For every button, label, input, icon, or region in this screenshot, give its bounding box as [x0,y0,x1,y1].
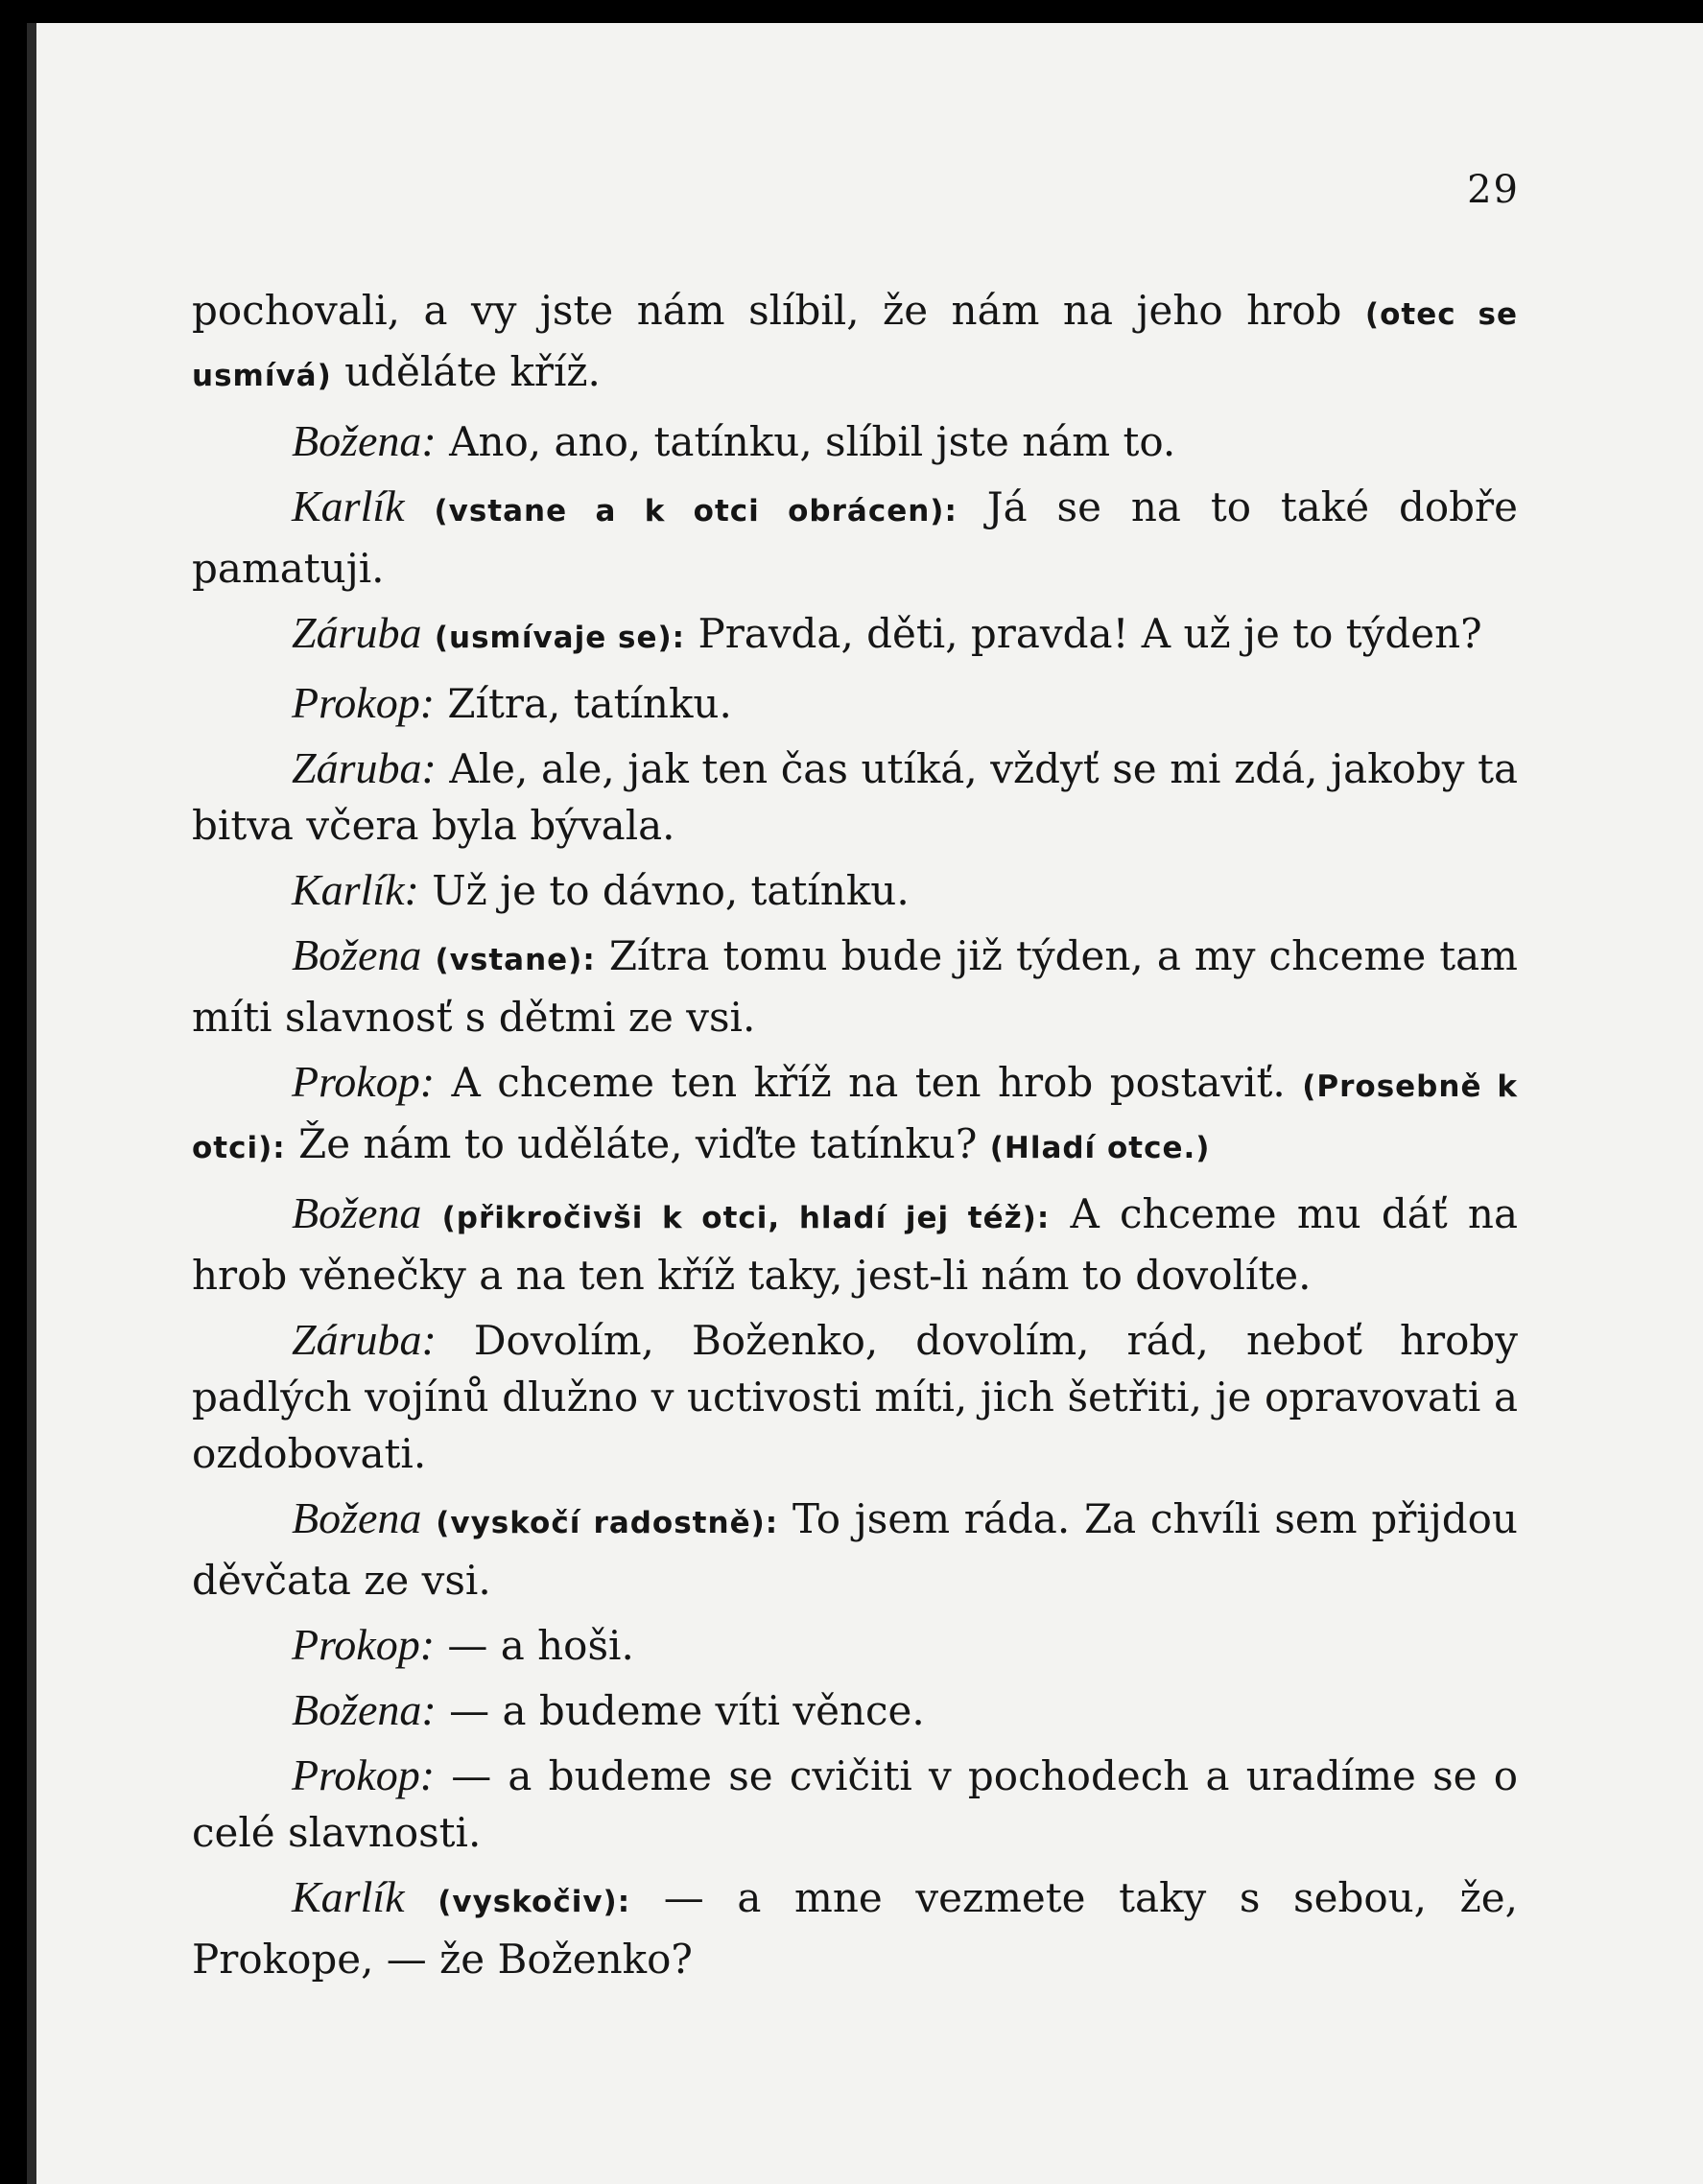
stage-direction: (vstane a k otci obrácen): [434,494,958,528]
stage-direction: (usmívaje se): [434,621,686,655]
dialogue-text: Pravda, děti, pravda! A už je to týden? [698,610,1482,657]
stage-direction: (Prosebně k otci): [192,1069,1518,1165]
dialogue-text: uděláte kříž. [344,348,601,395]
dialogue-text: Já se na to také dobře pamatuji. [192,483,1518,592]
speaker-name: Prokop: [292,1057,436,1106]
dialogue-text: pochovali, a vy jste nám slíbil, že nám na jeho hrob [192,287,1342,334]
dialogue-line [192,1681,1518,1739]
dialogue-text: Už je to dávno, tatínku. [432,867,910,914]
speaker-name: Karlík [292,1872,405,1921]
dialogue-text: Ano, ano, tatínku, slíbil jste nám to. [449,418,1176,465]
dialogue-text: — a budeme víti věnce. [449,1687,925,1734]
speaker-name: Božena [292,1493,422,1542]
dialogue-text: To jsem ráda. Za chvíli sem přijdou děvčata ze vsi. [192,1495,1518,1604]
dialogue-line [192,740,1518,854]
page-number: 29 [1467,168,1520,212]
page-binding-edge [27,23,36,2184]
speaker-name: Prokop: [292,1750,436,1799]
dialogue-text: — a mne vezmete taky s sebou, že, Prokope, — že Boženko? [192,1874,1518,1983]
dialogue-text: Zítra tomu bude již týden, a my chceme tam míti slavnosť s dětmi ze vsi. [192,932,1518,1041]
paragraph-continuation [192,282,1518,405]
dialogue-line [192,1053,1518,1177]
dialogue-line [192,927,1518,1045]
dialogue-line [192,1747,1518,1861]
book-page [27,23,1703,2184]
stage-direction: (otec se usmívá) [192,297,1518,393]
speaker-name: Záruba: [292,1315,437,1364]
speaker-name: Prokop: [292,1620,436,1669]
speaker-name: Karlík: [292,865,419,914]
speaker-name: Božena: [292,416,437,465]
dialogue-line [192,1868,1518,1987]
dialogue-line [192,1616,1518,1674]
dialogue-line [192,604,1518,667]
dialogue-line [192,412,1518,470]
dialogue-text: A chceme mu dáť na hrob věnečky a na ten kříž taky, jest-li nám to dovolíte. [192,1190,1518,1299]
speaker-name: Záruba: [292,743,437,792]
speaker-name: Prokop: [292,678,436,727]
speaker-name: Božena [292,930,422,979]
speaker-name: Božena [292,1188,422,1237]
speaker-name: Karlík [292,481,405,530]
dialogue-text: Dovolím, Boženko, dovolím, rád, neboť hroby padlých vojínů dlužno v uctivosti míti, jich šetřiti, je opravovati a ozdobovati. [192,1317,1518,1477]
dialogue-line [192,1490,1518,1609]
stage-direction: (vyskočiv): [438,1885,631,1919]
dialogue-text: Zítra, tatínku. [447,680,732,727]
dialogue-line [192,1311,1518,1482]
dialogue-text: Ale, ale, jak ten čas utíká, vždyť se mi zdá, jakoby ta bitva včera byla bývala. [192,745,1518,849]
stage-direction: (vstane): [435,943,596,977]
stage-direction: (přikročivši k otci, hladí jej též): [441,1201,1051,1235]
dialogue-text: — a budeme se cvičiti v pochodech a uradíme se o celé slavnosti. [192,1752,1518,1856]
dialogue-line [192,1185,1518,1303]
dialogue-line [192,478,1518,597]
stage-direction: (Hladí otce.) [989,1131,1211,1165]
dialogue-line [192,861,1518,919]
dialogue-text: Že nám to uděláte, viďte tatínku? [298,1120,978,1167]
stage-direction: (vyskočí radostně): [436,1506,779,1540]
dialogue-text: — a hoši. [447,1622,634,1669]
speaker-name: Záruba [292,608,422,657]
page-text [192,282,1518,1995]
dialogue-line [192,674,1518,732]
speaker-name: Božena: [292,1685,437,1734]
dialogue-text: A chceme ten kříž na ten hrob postaviť. [451,1059,1286,1106]
